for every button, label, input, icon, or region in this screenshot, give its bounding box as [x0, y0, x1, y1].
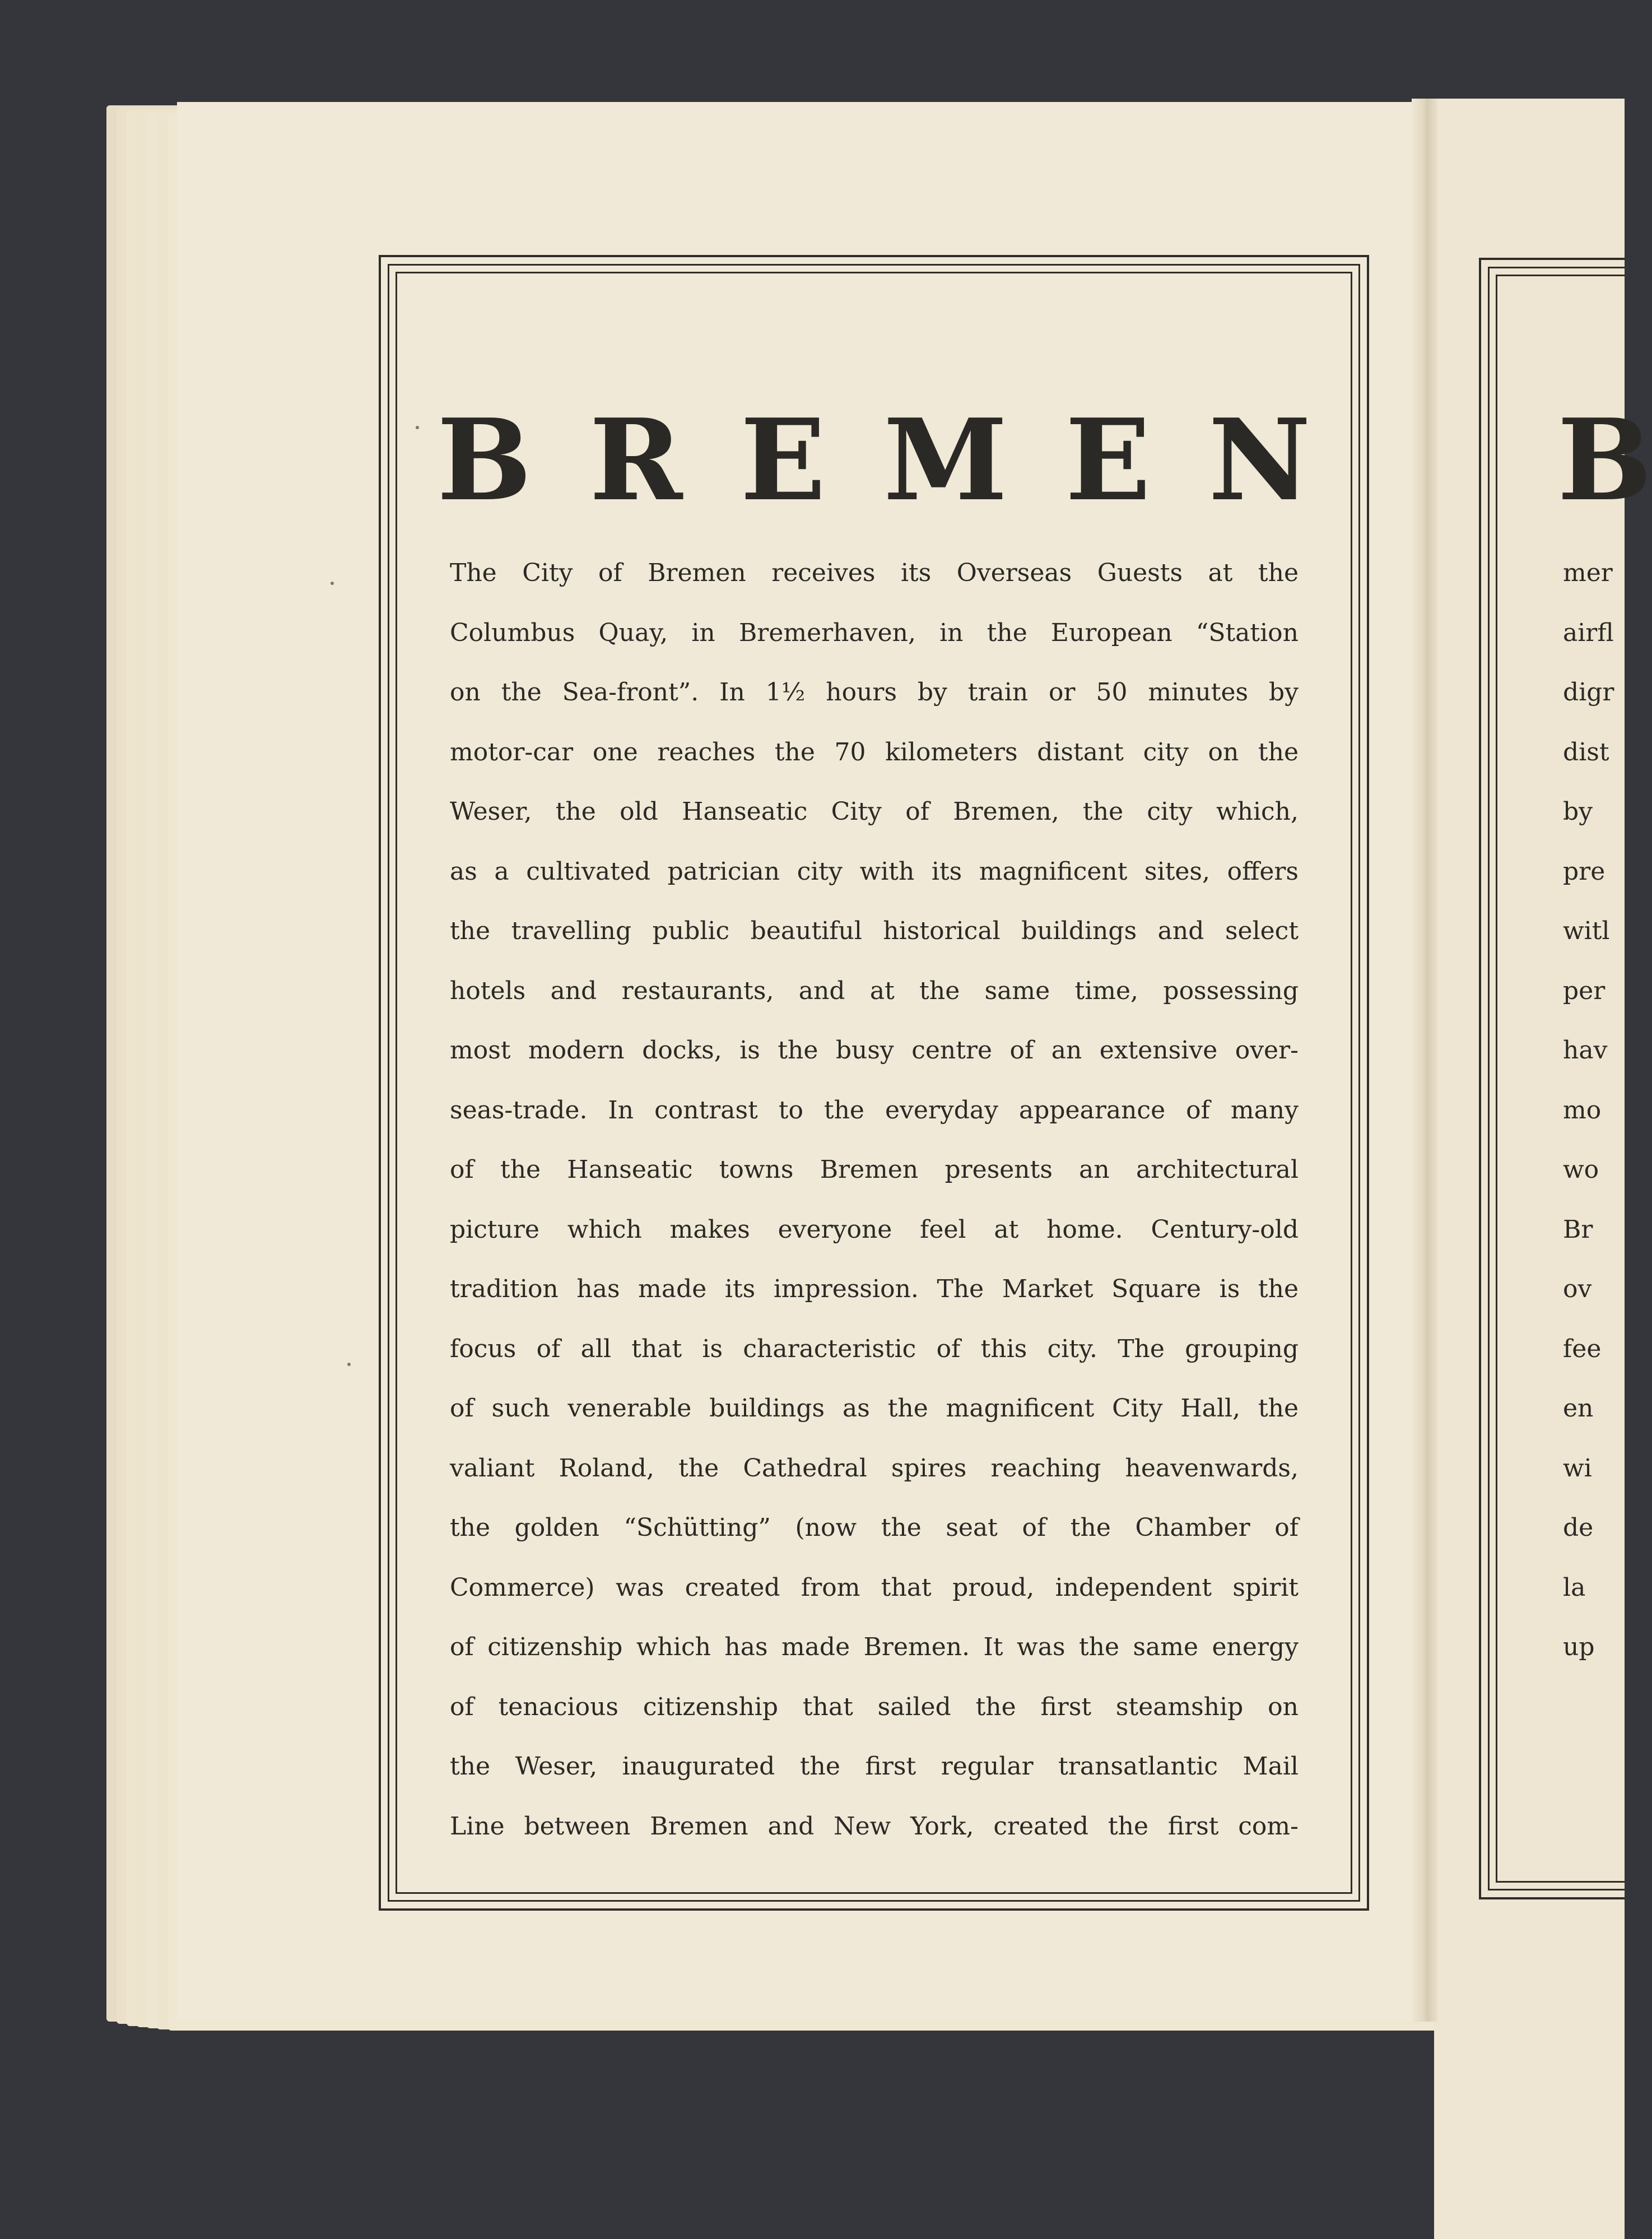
text-line-fragment: de	[1563, 1513, 1594, 1542]
paper-speck	[347, 1363, 351, 1366]
text-line-fragment: dist	[1563, 737, 1609, 767]
text-line-fragment: la	[1563, 1573, 1586, 1602]
text-line: of such venerable buildings as the magnificent City Hall, the	[450, 1394, 1299, 1423]
title-letter: N	[1208, 394, 1311, 526]
right-page-title-fragment: B	[1557, 394, 1652, 526]
right-page-text	[1563, 544, 1625, 1678]
text-line: valiant Roland, the Cathedral spires reaching heavenwards,	[450, 1453, 1299, 1483]
text-line: of tenacious citizenship that sailed the first steamship on	[450, 1692, 1299, 1721]
page-title	[437, 394, 1311, 526]
body-text	[450, 544, 1299, 1856]
text-line: as a cultivated patrician city with its magnificent sites, offers	[450, 857, 1299, 886]
text-line: Weser, the old Hanseatic City of Bremen, the city which,	[450, 797, 1299, 826]
text-line: of citizenship which has made Bremen. It was the same energy	[450, 1633, 1299, 1661]
text-line: focus of all that is characteristic of this city. The grouping	[450, 1334, 1299, 1363]
text-line: the golden “Schütting” (now the seat of the Chamber of	[450, 1513, 1299, 1542]
text-line-fragment: per	[1563, 976, 1606, 1005]
text-line: Columbus Quay, in Bremerhaven, in the European “Station	[450, 618, 1299, 647]
text-line-fragment: mer	[1563, 559, 1613, 587]
title-letter: M	[883, 394, 1008, 526]
text-line: picture which makes everyone feel at home. Century-old	[450, 1215, 1299, 1244]
text-line-fragment: pre	[1563, 857, 1606, 886]
text-line: on the Sea-front”. In 1½ hours by train or 50 minutes by	[450, 678, 1299, 707]
text-line: hotels and restaurants, and at the same time, possessing	[450, 976, 1299, 1005]
text-line-fragment: by	[1563, 797, 1593, 826]
text-line-fragment: wi	[1563, 1453, 1592, 1483]
text-line: motor-car one reaches the 70 kilometers distant city on the	[450, 737, 1299, 767]
title-letter: E	[740, 394, 826, 526]
text-line: most modern docks, is the busy centre of an extensive over-	[450, 1036, 1299, 1065]
text-line-fragment: wo	[1563, 1155, 1599, 1184]
paper-speck	[331, 582, 334, 585]
text-line: Line between Bremen and New York, created the first com-	[450, 1811, 1299, 1841]
title-letter: R	[589, 394, 683, 526]
text-line-fragment: mo	[1563, 1095, 1602, 1125]
text-line-fragment: witl	[1563, 917, 1610, 945]
text-line: The City of Bremen receives its Overseas Guests at the	[450, 559, 1299, 587]
text-line: the travelling public beautiful historical buildings and select	[450, 917, 1299, 945]
text-line-fragment: ov	[1563, 1275, 1592, 1303]
text-line: seas-trade. In contrast to the everyday appearance of many	[450, 1095, 1299, 1125]
text-line: the Weser, inaugurated the first regular transatlantic Mail	[450, 1752, 1299, 1781]
title-letter: B	[437, 394, 532, 526]
text-line-fragment: up	[1563, 1633, 1595, 1661]
text-line: tradition has made its impression. The Market Square is the	[450, 1275, 1299, 1303]
text-line-fragment: Br	[1563, 1215, 1593, 1244]
title-letter: E	[1065, 394, 1151, 526]
text-line-fragment: digr	[1563, 678, 1614, 707]
text-line: Commerce) was created from that proud, independent spirit	[450, 1573, 1299, 1602]
text-line: of the Hanseatic towns Bremen presents an architectural	[450, 1155, 1299, 1184]
text-line-fragment: hav	[1563, 1036, 1608, 1065]
text-line-fragment: en	[1563, 1394, 1594, 1423]
book-gutter	[1412, 99, 1437, 2022]
text-line-fragment: fee	[1563, 1334, 1602, 1363]
text-line-fragment: airfl	[1563, 618, 1614, 647]
